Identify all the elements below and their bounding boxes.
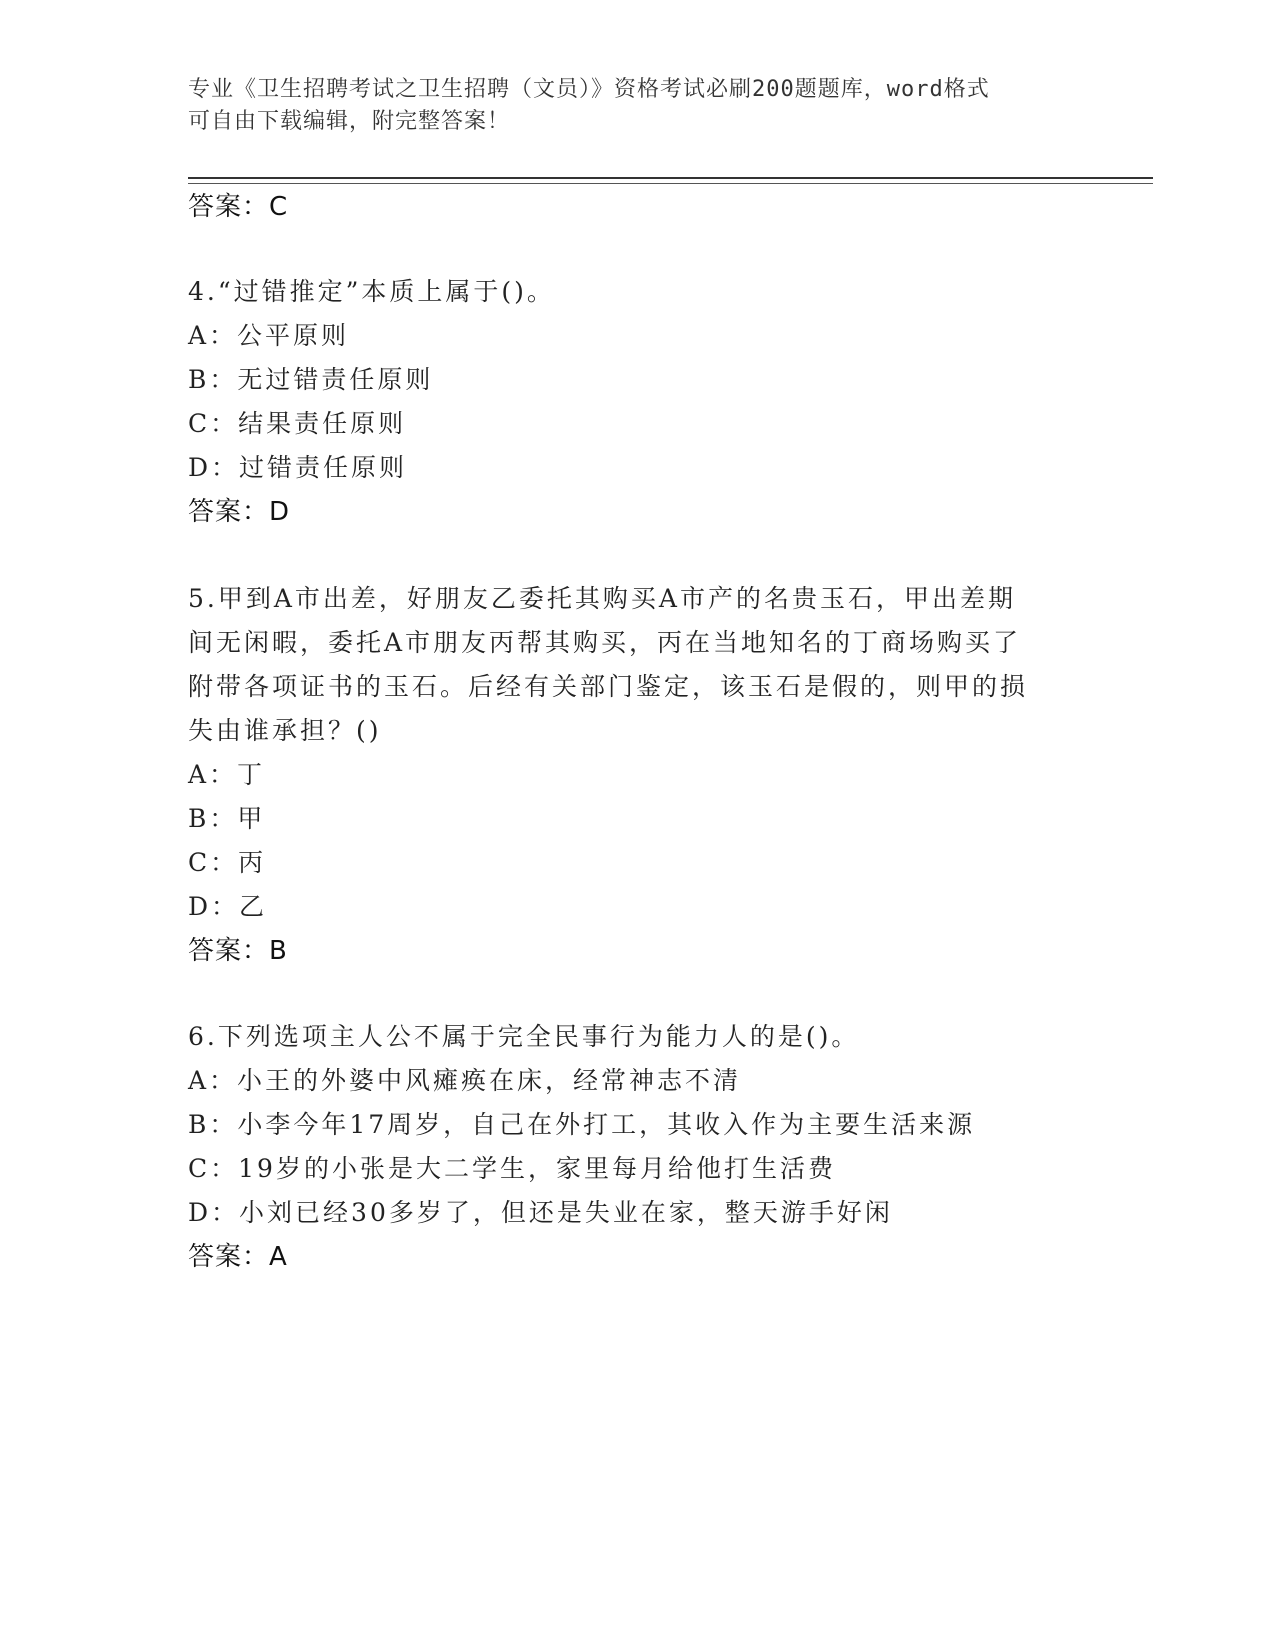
question-5-stem-line-3: 附带各项证书的玉石。后经有关部门鉴定，该玉石是假的，则甲的损	[188, 672, 1029, 701]
question-4-stem: 4.“过错推定”本质上属于()。	[188, 277, 555, 306]
question-6-option-b: B：小李今年17周岁，自己在外打工，其收入作为主要生活来源	[188, 1110, 976, 1139]
question-4-option-c: C：结果责任原则	[188, 409, 407, 438]
question-5-option-b: B：甲	[188, 804, 266, 833]
header-divider-thin	[188, 183, 1153, 184]
question-5-option-d: D：乙	[188, 892, 268, 921]
header-line-1: 专业《卫生招聘考试之卫生招聘（文员）》资格考试必刷200题题库，word格式	[188, 77, 990, 102]
question-6-option-a: A：小王的外婆中风瘫痪在床，经常神志不清	[188, 1066, 742, 1095]
question-4-option-b: B：无过错责任原则	[188, 365, 434, 394]
question-4-option-d: D：过错责任原则	[188, 453, 408, 482]
question-5-stem-line-2: 间无闲暇，委托A市朋友丙帮其购买，丙在当地知名的丁商场购买了	[188, 628, 1022, 657]
question-5-stem-line-4: 失由谁承担？()	[188, 716, 382, 745]
question-4-option-a: A：公平原则	[188, 321, 350, 350]
question-6-answer: 答案：A	[188, 1242, 288, 1272]
question-6-option-c: C：19岁的小张是大二学生，家里每月给他打生活费	[188, 1154, 836, 1183]
question-4-answer: 答案：D	[188, 497, 291, 527]
question-6-option-d: D：小刘已经30多岁了，但还是失业在家，整天游手好闲	[188, 1198, 893, 1227]
question-5-stem-line-1: 5.甲到A市出差，好朋友乙委托其购买A市产的名贵玉石，甲出差期	[188, 584, 1016, 613]
question-6-stem: 6.下列选项主人公不属于完全民事行为能力人的是()。	[188, 1022, 860, 1051]
header-line-2: 可自由下载编辑，附完整答案！	[188, 109, 511, 134]
header-divider-thick	[188, 177, 1153, 179]
question-5-option-c: C：丙	[188, 848, 267, 877]
question-5-answer: 答案：B	[188, 936, 288, 966]
previous-answer: 答案：C	[188, 192, 289, 222]
question-5-option-a: A：丁	[188, 760, 266, 789]
document-header	[188, 74, 1068, 138]
